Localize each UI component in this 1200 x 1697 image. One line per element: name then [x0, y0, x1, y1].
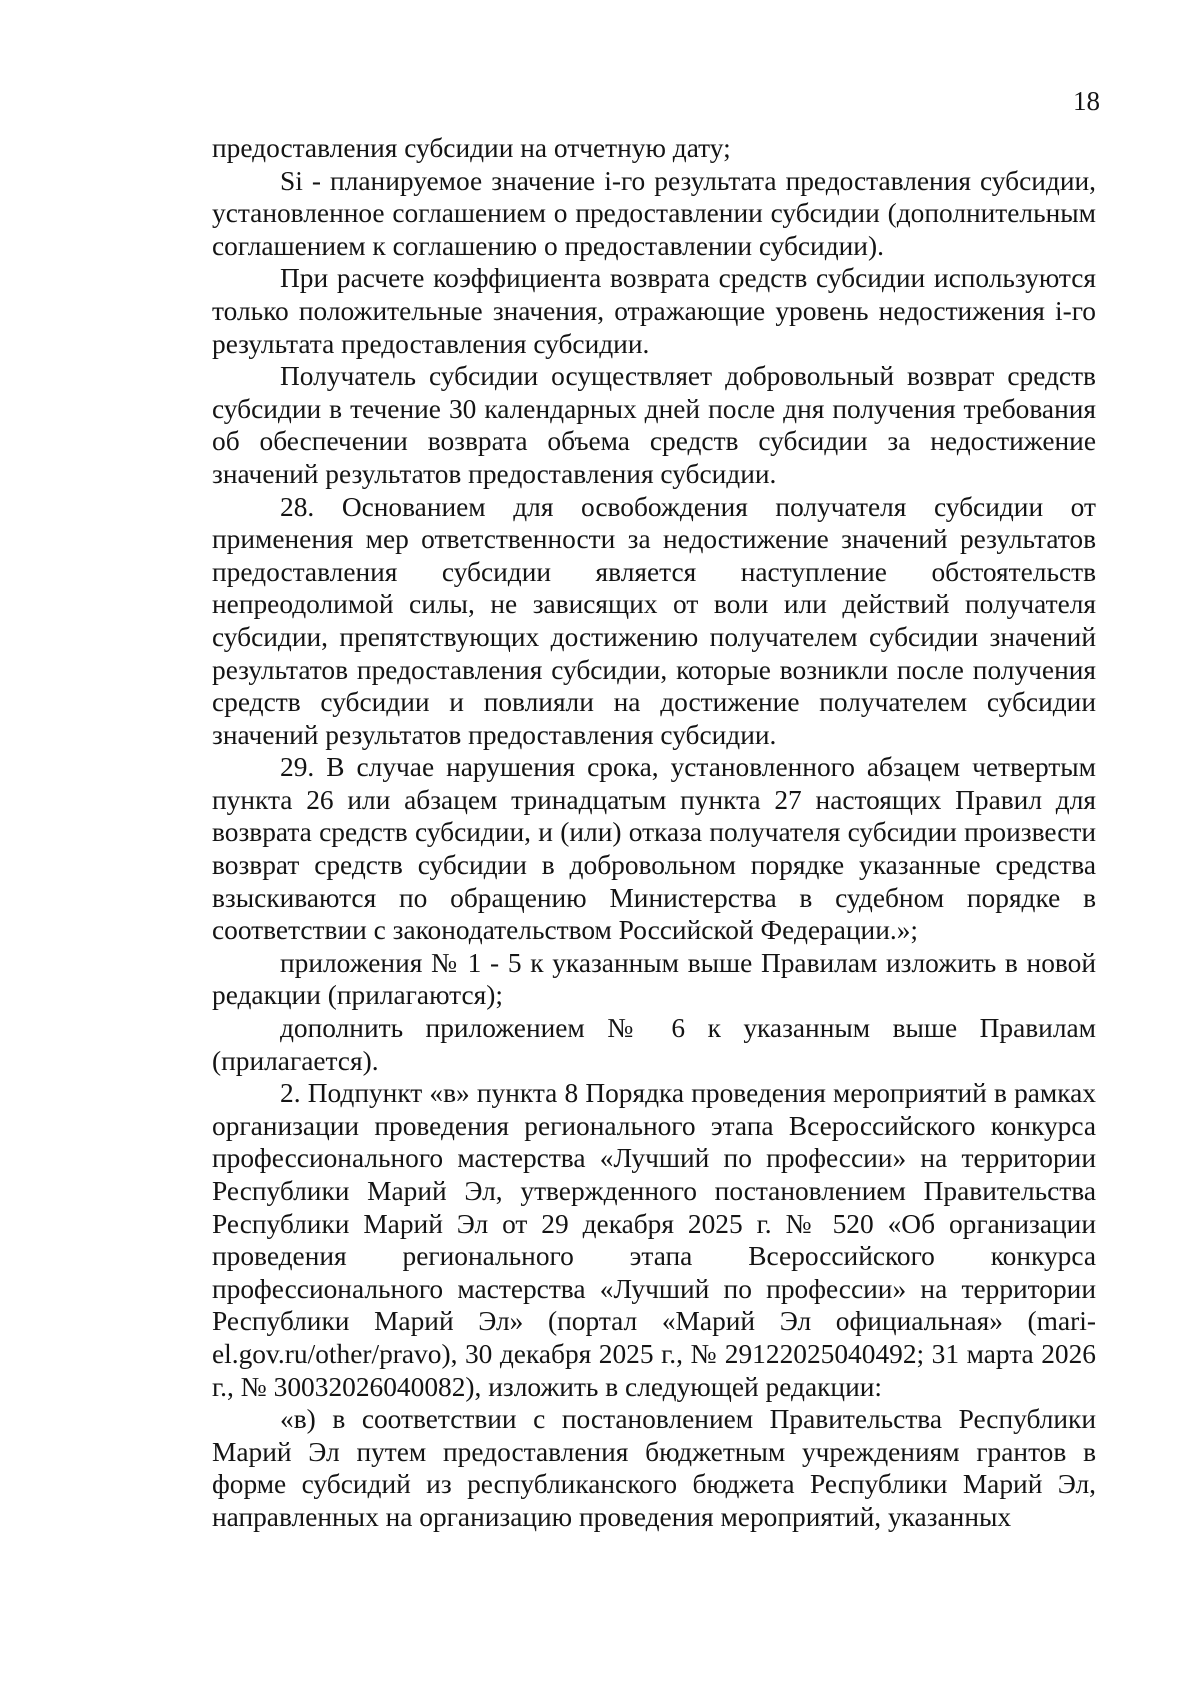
paragraph: предоставления субсидии на отчетную дату;: [212, 133, 731, 163]
paragraph: Получатель субсидии осуществляет добровольный возврат средств субсидии в течение 30 календарных дней после дня получения требования об обеспечении возврата объема средств субсидии за недостижение значений результатов предоставления субсидии.: [212, 361, 1096, 489]
paragraph: При расчете коэффициента возврата средств субсидии используются только положительные значения, отражающие уровень недостижения i-го результата предоставления субсидии.: [212, 263, 1096, 359]
paragraph: 28. Основанием для освобождения получателя субсидии от применения мер ответственности за недостижение значений результатов предоставления субсидии является наступление обстоятельств непреодолимой силы, не зависящих от воли или действий получателя субсидии, препятствующих достижению получателем субсидии значений результатов предоставления субсидии, которые возникли после получения средств субсидии и повлияли на достижение получателем субсидии значений результатов предоставления субсидии.: [212, 491, 1096, 750]
paragraph: 2. Подпункт «в» пункта 8 Порядка проведения мероприятий в рамках организации проведения регионального этапа Всероссийского конкурса профессионального мастерства «Лучший по профессии» на территории Республики Марий Эл, утвержденного постановлением Правительства Республики Марий Эл от 29 декабря 2025 г. № 520 «Об организации проведения регионального этапа Всероссийского конкурса профессионального мастерства «Лучший по профессии» на территории Республики Марий Эл» (портал «Марий Эл официальная» (mari-el.gov.ru/other/pravo), 30 декабря 2025 г., № 29122025040492; 31 марта 2026 г., № 30032026040082), изложить в следующей редакции:: [212, 1078, 1096, 1402]
paragraph: «в) в соответствии с постановлением Правительства Республики Марий Эл путем предоставления бюджетным учреждениям грантов в форме субсидий из республиканского бюджета Республики Марий Эл, направленных на организацию проведения мероприятий, указанных: [212, 1404, 1096, 1532]
paragraph: дополнить приложением № 6 к указанным выше Правилам (прилагается).: [212, 1013, 1096, 1076]
paragraph: 29. В случае нарушения срока, установленного абзацем четвертым пункта 26 или абзацем тринадцатым пункта 27 настоящих Правил для возврата средств субсидии, и (или) отказа получателя субсидии произвести возврат средств субсидии в добровольном порядке указанные средства взыскиваются по обращению Министерства в судебном порядке в соответствии с законодательством Российской Федерации.»;: [212, 752, 1096, 946]
page-number: 18: [1073, 86, 1100, 116]
paragraph: Si - планируемое значение i-го результата предоставления субсидии, установленное соглашением о предоставлении субсидии (дополнительным соглашением к соглашению о предоставлении субсидии).: [212, 165, 1096, 261]
paragraph: приложения № 1 - 5 к указанным выше Правилам изложить в новой редакции (прилагаются);: [212, 947, 1096, 1011]
document-body: [212, 132, 1096, 1534]
